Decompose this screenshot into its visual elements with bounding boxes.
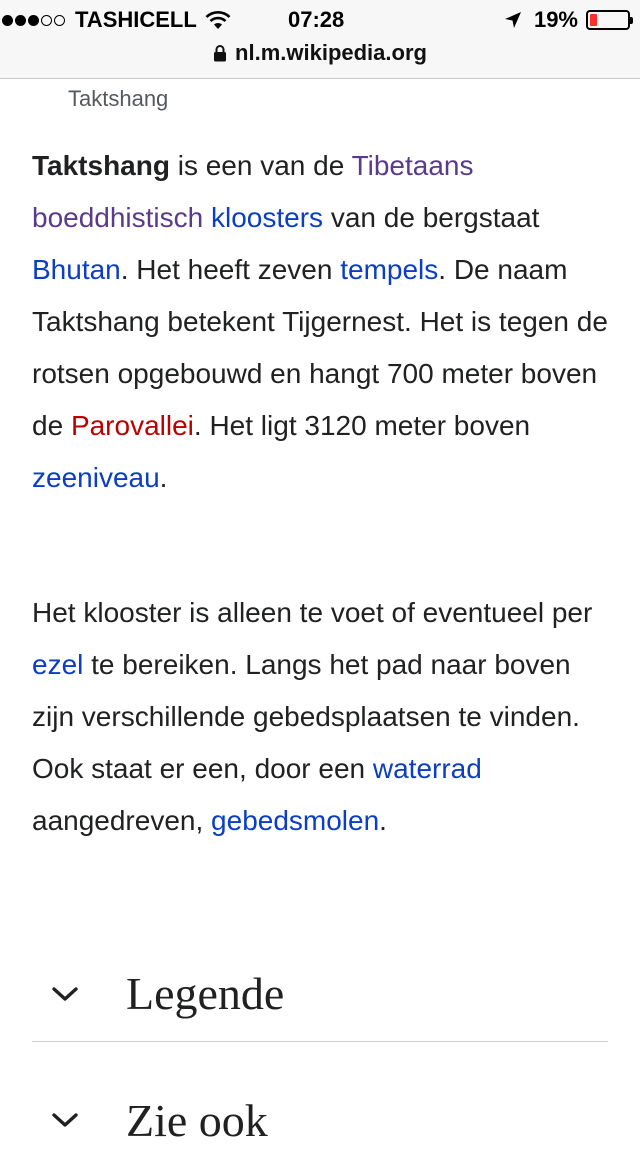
signal-strength-icon xyxy=(2,15,67,26)
battery-icon xyxy=(586,10,630,30)
image-caption: Taktshang xyxy=(68,86,169,111)
url-wrapper[interactable] xyxy=(213,40,427,66)
paragraph-text: . xyxy=(379,805,387,836)
address-bar[interactable] xyxy=(0,40,640,79)
location-arrow-icon xyxy=(504,11,522,29)
wiki-link-visited[interactable]: Tibetaans boeddhistisch xyxy=(32,150,474,233)
wiki-link-missing[interactable]: Parovallei xyxy=(70,410,194,441)
article-paragraph-2 xyxy=(32,587,612,847)
paragraph-text: . Het ligt 3120 meter boven xyxy=(193,410,531,441)
paragraph-text: van de bergstaat xyxy=(323,202,540,233)
signal-dot xyxy=(15,15,26,26)
signal-dot xyxy=(41,15,52,26)
status-left xyxy=(2,7,231,33)
wiki-link[interactable]: waterrad xyxy=(372,753,482,784)
signal-dot xyxy=(54,15,65,26)
section-zie-ook[interactable] xyxy=(32,1080,608,1160)
battery-level xyxy=(590,14,597,26)
paragraph-text: . Het heeft zeven xyxy=(120,254,341,285)
status-right xyxy=(504,7,630,33)
section-title-zie-ook: Zie ook xyxy=(126,1094,268,1146)
url-text[interactable]: nl.m.wikipedia.org xyxy=(235,40,427,65)
wiki-link[interactable]: kloosters xyxy=(211,202,324,233)
clock: 07:28 xyxy=(288,7,345,32)
article-subject: Taktshang xyxy=(32,150,170,181)
signal-dot xyxy=(28,15,39,26)
paragraph-text: is een van de xyxy=(169,150,352,181)
battery-percentage: 19% xyxy=(533,7,578,32)
chevron-down-icon xyxy=(52,986,78,1002)
paragraph-text: te bereiken. Langs het pad naar boven zijn verschillende gebedsplaatsen te vinden. Ook staat er een, door een xyxy=(32,649,580,784)
paragraph-text: . De naam Taktshang betekent Tijgernest. Het is tegen de rotsen opgebouwd en hangt 700 meter boven de xyxy=(32,254,608,441)
chevron-down-icon xyxy=(52,1112,78,1128)
status-bar xyxy=(0,0,640,40)
paragraph-text: . xyxy=(159,462,168,493)
wiki-link[interactable]: tempels xyxy=(340,254,439,285)
article-paragraph-1 xyxy=(32,140,612,504)
wiki-link[interactable]: Bhutan xyxy=(32,254,121,285)
paragraph-text: aangedreven, xyxy=(32,805,212,836)
section-title-legende: Legende xyxy=(126,968,285,1019)
paragraph-text: Het klooster is alleen te voet of eventueel per xyxy=(32,597,593,628)
lock-icon xyxy=(213,44,227,62)
wifi-icon xyxy=(205,10,231,30)
battery-tip xyxy=(630,17,633,24)
carrier-name: TASHICELL xyxy=(75,7,197,32)
section-legende[interactable] xyxy=(32,946,608,1042)
wiki-link[interactable]: gebedsmolen xyxy=(211,805,380,836)
wiki-link[interactable]: ezel xyxy=(32,649,84,680)
wiki-link[interactable]: zeeniveau xyxy=(32,462,160,493)
signal-dot xyxy=(2,15,13,26)
paragraph-text xyxy=(203,202,211,233)
